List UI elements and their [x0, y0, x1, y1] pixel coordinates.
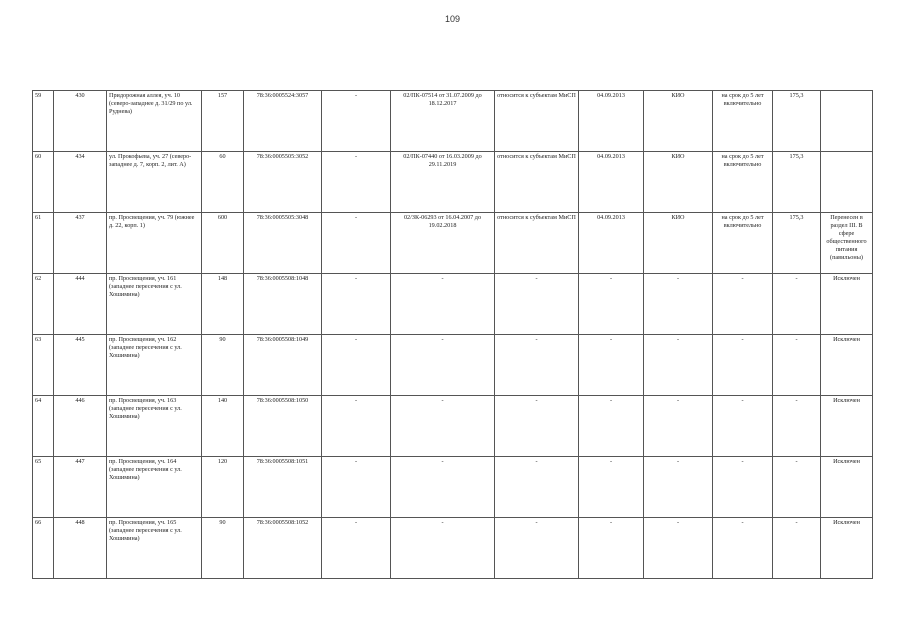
column-5-cell: -	[322, 274, 391, 335]
organization-cell: -	[644, 396, 713, 457]
organization-cell: -	[644, 457, 713, 518]
column-5-cell: -	[322, 152, 391, 213]
contract-cell: 02/ПК-07440 от 16.03.2009 до 29.11.2019	[391, 152, 495, 213]
area-cell: 90	[202, 518, 244, 579]
row-number-cell: 61	[33, 213, 54, 274]
cadastral-number-cell: 78:36:0005524:3057	[244, 91, 322, 152]
table-row	[33, 91, 873, 152]
date-cell: 04.09.2013	[579, 213, 644, 274]
area-cell: 600	[202, 213, 244, 274]
object-id-cell: 444	[54, 274, 107, 335]
note-cell: Исключен	[821, 518, 873, 579]
term-cell: -	[713, 396, 773, 457]
term-cell: -	[713, 518, 773, 579]
price-cell: -	[773, 518, 821, 579]
organization-cell: -	[644, 335, 713, 396]
subject-category-cell: -	[495, 518, 579, 579]
contract-cell: -	[391, 518, 495, 579]
contract-cell: -	[391, 396, 495, 457]
column-5-cell: -	[322, 335, 391, 396]
price-cell: 175,3	[773, 213, 821, 274]
price-cell: 175,3	[773, 152, 821, 213]
price-cell: -	[773, 274, 821, 335]
row-number-cell: 62	[33, 274, 54, 335]
area-cell: 140	[202, 396, 244, 457]
organization-cell: КИО	[644, 152, 713, 213]
price-cell: -	[773, 396, 821, 457]
date-cell: -	[579, 335, 644, 396]
row-number-cell: 63	[33, 335, 54, 396]
row-number-cell: 59	[33, 91, 54, 152]
date-cell: -	[579, 457, 644, 518]
contract-cell: -	[391, 274, 495, 335]
term-cell: на срок до 5 лет включительно	[713, 91, 773, 152]
date-cell: -	[579, 396, 644, 457]
price-cell: -	[773, 335, 821, 396]
note-cell: Исключен	[821, 335, 873, 396]
table-row	[33, 518, 873, 579]
cadastral-number-cell: 78:36:0005508:1048	[244, 274, 322, 335]
subject-category-cell: относится к субъектам МиСП	[495, 213, 579, 274]
row-number-cell: 64	[33, 396, 54, 457]
cadastral-number-cell: 78:36:0005508:1052	[244, 518, 322, 579]
area-cell: 90	[202, 335, 244, 396]
subject-category-cell: -	[495, 457, 579, 518]
address-cell: пр. Просвещения, уч. 164 (западнее пересечения с ул. Хошимина)	[107, 457, 202, 518]
date-cell: 04.09.2013	[579, 152, 644, 213]
row-number-cell: 60	[33, 152, 54, 213]
table-row	[33, 152, 873, 213]
address-cell: ул. Прокофьева, уч. 27 (северо-западнее д. 7, корп. 2, лит. А)	[107, 152, 202, 213]
cadastral-number-cell: 78:36:0005508:1051	[244, 457, 322, 518]
register-table	[32, 90, 873, 579]
area-cell: 148	[202, 274, 244, 335]
object-id-cell: 446	[54, 396, 107, 457]
price-cell: 175,3	[773, 91, 821, 152]
contract-cell: 02/ПК-07514 от 31.07.2009 до 18.12.2017	[391, 91, 495, 152]
object-id-cell: 448	[54, 518, 107, 579]
term-cell: на срок до 5 лет включительно	[713, 152, 773, 213]
area-cell: 157	[202, 91, 244, 152]
table-row	[33, 396, 873, 457]
address-cell: пр. Просвещения, уч. 161 (западнее пересечения с ул. Хошимина)	[107, 274, 202, 335]
cadastral-number-cell: 78:36:0005508:1050	[244, 396, 322, 457]
term-cell: -	[713, 457, 773, 518]
table-row	[33, 213, 873, 274]
area-cell: 120	[202, 457, 244, 518]
page-number: 109	[444, 14, 461, 24]
subject-category-cell: -	[495, 335, 579, 396]
note-cell	[821, 91, 873, 152]
organization-cell: -	[644, 518, 713, 579]
object-id-cell: 434	[54, 152, 107, 213]
note-cell	[821, 152, 873, 213]
area-cell: 60	[202, 152, 244, 213]
organization-cell: КИО	[644, 213, 713, 274]
date-cell: 04.09.2013	[579, 91, 644, 152]
term-cell: -	[713, 335, 773, 396]
subject-category-cell: -	[495, 396, 579, 457]
object-id-cell: 447	[54, 457, 107, 518]
note-cell: Перенесен в раздел III. В сфере общественного питания (павильоны)	[821, 213, 873, 274]
column-5-cell: -	[322, 213, 391, 274]
contract-cell: -	[391, 335, 495, 396]
organization-cell: КИО	[644, 91, 713, 152]
table-row	[33, 335, 873, 396]
subject-category-cell: -	[495, 274, 579, 335]
address-cell: пр. Просвещения, уч. 79 (южнее д. 22, корп. 1)	[107, 213, 202, 274]
object-id-cell: 437	[54, 213, 107, 274]
table-row	[33, 274, 873, 335]
table-row	[33, 457, 873, 518]
object-id-cell: 430	[54, 91, 107, 152]
column-5-cell: -	[322, 396, 391, 457]
organization-cell: -	[644, 274, 713, 335]
contract-cell: -	[391, 457, 495, 518]
cadastral-number-cell: 78:36:0005505:3048	[244, 213, 322, 274]
contract-cell: 02/ЗК-06293 от 16.04.2007 до 19.02.2018	[391, 213, 495, 274]
price-cell: -	[773, 457, 821, 518]
subject-category-cell: относится к субъектам МиСП	[495, 152, 579, 213]
object-id-cell: 445	[54, 335, 107, 396]
term-cell: на срок до 5 лет включительно	[713, 213, 773, 274]
subject-category-cell: относится к субъектам МиСП	[495, 91, 579, 152]
row-number-cell: 65	[33, 457, 54, 518]
note-cell: Исключен	[821, 457, 873, 518]
column-5-cell: -	[322, 457, 391, 518]
address-cell: пр. Просвещения, уч. 163 (западнее пересечения с ул. Хошимина)	[107, 396, 202, 457]
row-number-cell: 66	[33, 518, 54, 579]
note-cell: Исключен	[821, 274, 873, 335]
address-cell: пр. Просвещения, уч. 162 (западнее пересечения с ул. Хошимина)	[107, 335, 202, 396]
column-5-cell: -	[322, 91, 391, 152]
cadastral-number-cell: 78:36:0005508:1049	[244, 335, 322, 396]
column-5-cell: -	[322, 518, 391, 579]
cadastral-number-cell: 78:36:0005505:3052	[244, 152, 322, 213]
address-cell: Придорожная аллея, уч. 10 (северо-западнее д. 31/29 по ул. Руднева)	[107, 91, 202, 152]
date-cell: -	[579, 518, 644, 579]
date-cell: -	[579, 274, 644, 335]
address-cell: пр. Просвещения, уч. 165 (западнее пересечения с ул. Хошимина)	[107, 518, 202, 579]
term-cell: -	[713, 274, 773, 335]
note-cell: Исключен	[821, 396, 873, 457]
